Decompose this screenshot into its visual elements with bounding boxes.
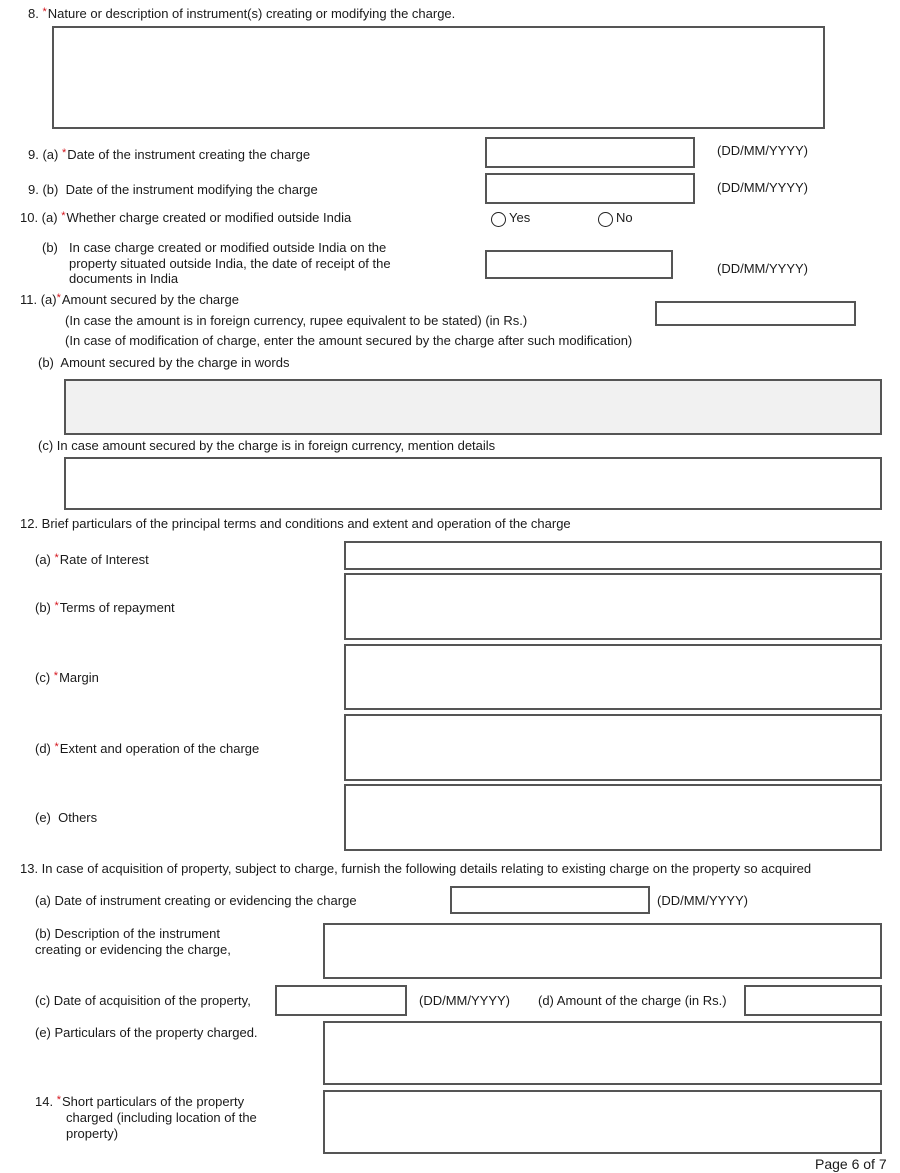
- q11c-number: (c): [38, 438, 54, 453]
- q12a-rate-of-interest-field[interactable]: [344, 541, 882, 570]
- q13b-description-input[interactable]: [325, 925, 880, 977]
- required-asterisk: *: [56, 292, 61, 304]
- q10b-date-field[interactable]: [485, 250, 673, 279]
- q9a-date-input[interactable]: [487, 139, 693, 166]
- q14-short-particulars-field[interactable]: [323, 1090, 882, 1154]
- q8-label: [28, 6, 455, 21]
- q9b-date-field[interactable]: [485, 173, 695, 204]
- q12c-number: (c): [35, 670, 51, 685]
- q10a-radio-yes[interactable]: [491, 212, 506, 227]
- q13b-label-line-1: (b) Description of the instrument: [35, 926, 220, 941]
- q11a-label-text: Amount secured by the charge: [61, 292, 239, 307]
- q9a-number: 9. (a): [28, 147, 59, 162]
- q14-label-text-1: Short particulars of the property: [61, 1094, 245, 1109]
- q10a-no-label[interactable]: No: [616, 210, 633, 225]
- q12e-label-text: Others: [58, 810, 98, 825]
- q10a-label: [20, 210, 351, 225]
- q9a-date-format: (DD/MM/YYYY): [717, 143, 808, 158]
- q11a-note-modification: (In case of modification of charge, enter the amount secured by the charge after such modification): [65, 333, 633, 348]
- q11a-note-foreign-currency: (In case the amount is in foreign currency, rupee equivalent to be stated) (in Rs.): [65, 313, 528, 328]
- q12c-margin-input[interactable]: [346, 646, 880, 708]
- q12e-label: [35, 810, 97, 825]
- q12e-others-field[interactable]: [344, 784, 882, 851]
- q10b-label-line-3: documents in India: [69, 271, 179, 286]
- q9b-label: [28, 182, 318, 197]
- q9b-date-input[interactable]: [487, 175, 693, 202]
- q12c-label-text: Margin: [59, 670, 99, 685]
- q12d-label: [35, 741, 259, 756]
- required-asterisk: *: [42, 6, 47, 18]
- required-asterisk: *: [54, 552, 59, 564]
- q12b-terms-of-repayment-field[interactable]: [344, 573, 882, 640]
- q12a-label-text: Rate of Interest: [59, 552, 149, 567]
- q11a-amount-input[interactable]: [657, 303, 854, 324]
- q12a-number: (a): [35, 552, 51, 567]
- q13c-acquisition-date-field[interactable]: [275, 985, 407, 1016]
- q12b-label: [35, 600, 175, 615]
- q13e-label: (e) Particulars of the property charged.: [35, 1025, 258, 1040]
- q14-label-line-3: property): [66, 1126, 119, 1141]
- q13c-date-format: (DD/MM/YYYY): [419, 993, 510, 1008]
- q11c-foreign-currency-details-input[interactable]: [66, 459, 880, 508]
- q14-label-line-2: charged (including location of the: [66, 1110, 257, 1125]
- q13a-label: (a) Date of instrument creating or evidencing the charge: [35, 893, 357, 908]
- q12b-label-text: Terms of repayment: [59, 600, 175, 615]
- required-asterisk: *: [61, 147, 67, 159]
- q13d-charge-amount-field[interactable]: [744, 985, 882, 1016]
- q12e-others-input[interactable]: [346, 786, 880, 849]
- required-asterisk: *: [56, 1094, 61, 1106]
- required-asterisk: *: [54, 741, 59, 753]
- q10a-label-text: Whether charge created or modified outside India: [66, 210, 352, 225]
- q10a-number: 10. (a): [20, 210, 58, 225]
- q13c-acquisition-date-input[interactable]: [277, 987, 405, 1014]
- q9a-label: [28, 147, 310, 162]
- q9a-label-text: Date of the instrument creating the charge: [67, 147, 311, 162]
- q12b-terms-of-repayment-input[interactable]: [346, 575, 880, 638]
- q13a-date-input[interactable]: [452, 888, 648, 912]
- q13a-date-format: (DD/MM/YYYY): [657, 893, 748, 908]
- q12b-number: (b): [35, 600, 51, 615]
- q11b-label-text: Amount secured by the charge in words: [60, 355, 290, 370]
- q12c-label: [35, 670, 99, 685]
- q11b-label: [38, 355, 289, 370]
- q13c-label: (c) Date of acquisition of the property,: [35, 993, 251, 1008]
- q13-title: 13. In case of acquisition of property, subject to charge, furnish the following details relating to existing charge on the property so acquired: [20, 861, 812, 876]
- q13e-property-particulars-field[interactable]: [323, 1021, 882, 1085]
- q8-number: 8.: [28, 6, 39, 21]
- q13d-label: (d) Amount of the charge (in Rs.): [538, 993, 727, 1008]
- q12d-number: (d): [35, 741, 51, 756]
- q12e-number: (e): [35, 810, 51, 825]
- q11a-amount-field[interactable]: [655, 301, 856, 326]
- q11c-label: [38, 438, 495, 453]
- q11c-foreign-currency-details-field[interactable]: [64, 457, 882, 510]
- q10a-yes-label[interactable]: Yes: [509, 210, 531, 225]
- q8-label-text: Nature or description of instrument(s) creating or modifying the charge.: [47, 6, 456, 21]
- q14-short-particulars-input[interactable]: [325, 1092, 880, 1152]
- q12d-label-text: Extent and operation of the charge: [59, 741, 260, 756]
- q12-title: 12. Brief particulars of the principal terms and conditions and extent and operation of the charge: [20, 516, 571, 531]
- required-asterisk: *: [54, 600, 59, 612]
- q13e-property-particulars-input[interactable]: [325, 1023, 880, 1083]
- q10b-label-line-1: In case charge created or modified outside India on the: [69, 240, 387, 255]
- q10b-number: (b): [42, 240, 58, 255]
- q9b-number: 9. (b): [28, 182, 59, 197]
- q10b-date-format: (DD/MM/YYYY): [717, 261, 808, 276]
- required-asterisk: *: [61, 210, 66, 222]
- page-number: Page 6 of 7: [815, 1156, 887, 1172]
- q14-number: 14.: [35, 1094, 54, 1109]
- q9b-label-text: Date of the instrument modifying the charge: [65, 182, 318, 197]
- q13a-date-field[interactable]: [450, 886, 650, 914]
- q13d-charge-amount-input[interactable]: [746, 987, 880, 1014]
- q11b-amount-in-words-output: [66, 381, 880, 433]
- q11b-number: (b): [38, 355, 54, 370]
- q11c-label-text: In case amount secured by the charge is in foreign currency, mention details: [56, 438, 496, 453]
- q11a-number: 11. (a): [20, 292, 57, 307]
- q12d-extent-operation-field[interactable]: [344, 714, 882, 781]
- q11a-label: [20, 292, 239, 307]
- q10b-label-line-2: property situated outside India, the date of receipt of the: [69, 256, 391, 271]
- required-asterisk: *: [53, 670, 59, 682]
- q9a-date-field[interactable]: [485, 137, 695, 168]
- q10b-date-input[interactable]: [487, 252, 671, 277]
- q12a-rate-of-interest-input[interactable]: [346, 543, 880, 568]
- q14-label-line-1: [35, 1094, 244, 1109]
- q12d-extent-operation-input[interactable]: [346, 716, 880, 779]
- q9b-date-format: (DD/MM/YYYY): [717, 180, 808, 195]
- q13b-label-line-2: creating or evidencing the charge,: [35, 942, 231, 957]
- q12a-label: [35, 552, 149, 567]
- q12c-margin-field[interactable]: [344, 644, 882, 710]
- q13b-description-field[interactable]: [323, 923, 882, 979]
- q11b-amount-in-words-field: [64, 379, 882, 435]
- q8-description-field[interactable]: [52, 26, 825, 129]
- q10a-radio-no[interactable]: [598, 212, 613, 227]
- q8-description-input[interactable]: [54, 28, 823, 127]
